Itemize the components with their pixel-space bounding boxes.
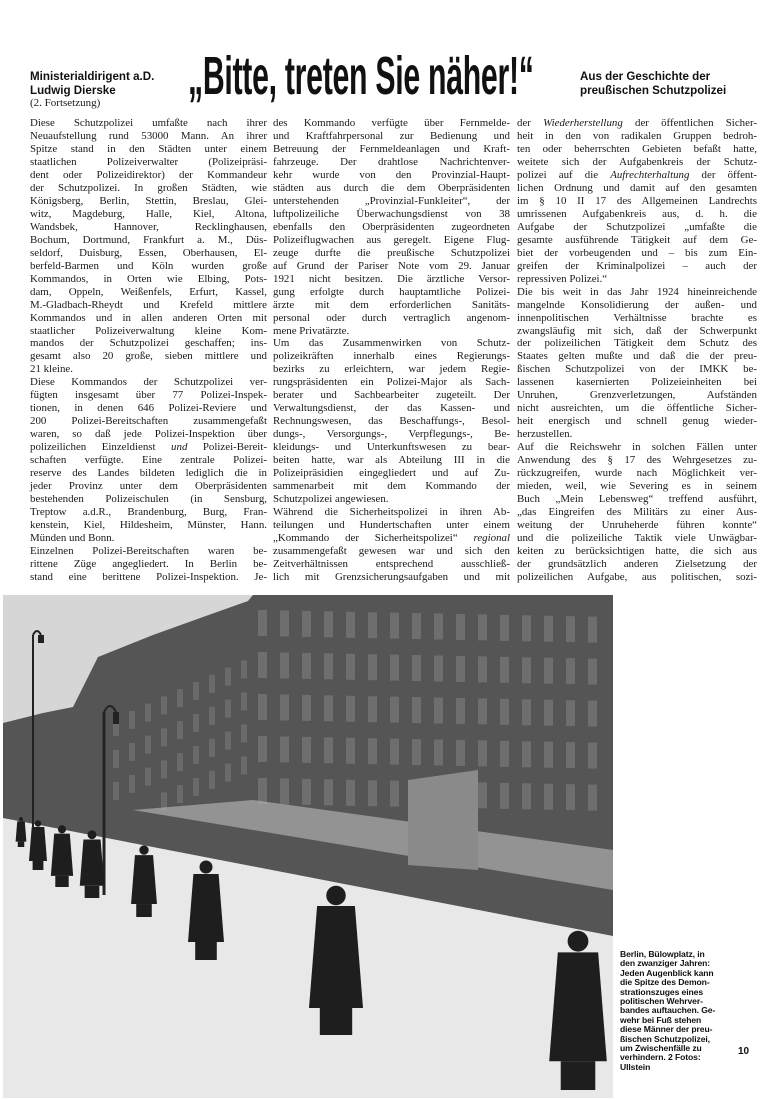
text-column-3 — [517, 117, 757, 584]
emphasis: Aufrechterhaltung — [610, 168, 690, 181]
figure-head — [58, 825, 66, 833]
window — [544, 700, 553, 726]
window — [434, 614, 443, 640]
window — [522, 741, 531, 767]
emphasis: regional — [473, 532, 510, 544]
text-line: bezirks zu erleichtern, war jedem Regie- — [273, 363, 510, 376]
text-line: „Kommando der Sicherheitspolizei“ regional — [273, 532, 510, 544]
text-line: mandos der Schutzpolizei geschaffen; ins- — [30, 337, 267, 350]
text-line: des Kommando verfügte über Fernmelde- — [273, 117, 510, 129]
text-line: Münden und Bonn. — [30, 532, 115, 544]
caption-line: bandes auftauchen. Ge- — [620, 1005, 716, 1016]
emphasis: Wiederherstellung — [543, 117, 623, 129]
text-line: Rechnungswesen, das Beschaffungs-, Besol- — [273, 415, 510, 428]
figure-legs — [55, 876, 68, 887]
text-line: Einzelnen Polizei-Bereitschaften waren be- — [30, 544, 267, 557]
text-line: innenpolitischen Verhältnisse brachte es — [517, 311, 757, 324]
window — [522, 657, 531, 683]
window — [434, 698, 443, 724]
figure-coat — [309, 906, 363, 1008]
paragraph — [30, 545, 267, 584]
text-line: tionen, in denen 646 Polizei-Reviere und — [30, 402, 267, 415]
text-line: städten aus durch die dem Oberpräsidenten — [273, 181, 510, 194]
text-line: staatlichen Polizeiverwalter (Polizeipräsi- — [30, 155, 267, 168]
text-line: der polizeilichen Tätigkeit dem Schutz des — [517, 337, 757, 350]
window — [193, 746, 199, 764]
window — [368, 780, 377, 806]
text-line: und Kraftfahrpersonal zur Bedienung und — [273, 129, 510, 142]
text-line: herzustellen. — [517, 428, 573, 441]
text-line: berfeld-Barmen und Köln wurden große — [30, 259, 267, 272]
figure-legs — [320, 1008, 352, 1035]
window — [500, 615, 509, 641]
window — [456, 656, 465, 682]
text-line: polizeilichen Aufgabe, aus politischen, sozi- — [517, 570, 757, 583]
window — [412, 697, 421, 723]
text-line: dam, Oppeln, Weißenfels, Erfurt, Kassel, — [30, 285, 267, 298]
window — [390, 613, 399, 639]
text-line: repressiven Polizei.“ — [517, 272, 608, 285]
caption-line: um Zwischenfälle zu — [620, 1042, 702, 1053]
window — [280, 736, 289, 762]
figure-coat — [51, 834, 73, 876]
caption-line: ßischen Schutzpolizei, — [620, 1033, 710, 1044]
author-title: Ministerialdirigent a.D. — [30, 70, 155, 83]
text-line: kehr wurde von den Provinzial-Haupt- — [273, 168, 510, 181]
window — [390, 655, 399, 681]
caption-line: wehr bei Fuß stehen — [620, 1014, 702, 1025]
window — [566, 784, 575, 810]
window — [368, 612, 377, 638]
window — [500, 699, 509, 725]
window — [177, 785, 183, 803]
window — [209, 675, 215, 693]
window — [522, 615, 531, 641]
text-line: schaften verfügte. Eine zentrale Polizei- — [30, 454, 267, 467]
figure-coat — [29, 827, 47, 861]
author-name: Ludwig Dierske — [30, 83, 116, 97]
paragraph — [517, 286, 757, 442]
text-line: Buch „Mein Lebensweg“ treffend ausführt, — [517, 493, 757, 506]
window — [241, 692, 247, 710]
street-photo — [3, 595, 613, 1098]
text-line: der Wiederherstellung der öffentlichen Sicher- — [517, 117, 757, 129]
text-line: rückzugreifen, wurde nach Möglichkeit ver- — [517, 467, 757, 480]
caption-line: Ullstein — [620, 1061, 651, 1072]
figure-legs — [136, 904, 152, 917]
figure-coat — [549, 952, 607, 1061]
window — [280, 694, 289, 720]
text-line: keiten zu berücksichtigen hatte, die sich aus — [517, 544, 757, 557]
text-column-1 — [30, 117, 267, 584]
text-line: personal oder durch vertraglich angenom- — [273, 311, 510, 324]
window — [324, 779, 333, 805]
text-line: weitung der Unruheherde führen konnte“ — [517, 519, 757, 532]
text-line: stand eine berittene Polizei-Inspektion. Je- — [30, 570, 267, 583]
figure-head — [568, 931, 589, 952]
text-line: und die polizeiliche Taktik viele Unwägbar- — [517, 532, 757, 544]
text-line: gesamte ausführende Tätigkeit auf dem Ge- — [517, 233, 757, 246]
window — [161, 696, 167, 714]
text-line: beiten hatte, war als Abteilung III in die — [273, 454, 510, 467]
text-line: gesamt also 20 große, sieben mittlere und — [30, 350, 267, 363]
figure-head — [35, 820, 42, 827]
window — [302, 779, 311, 805]
window — [161, 728, 167, 746]
text-line: heit energisch und schnell genug wieder- — [517, 415, 757, 428]
window — [588, 701, 597, 727]
window — [500, 657, 509, 683]
text-line: Neuaufstellung rund 53000 Mann. An ihrer — [30, 129, 267, 142]
paragraph — [273, 506, 510, 584]
window — [113, 750, 119, 768]
figure-legs — [195, 942, 217, 960]
window — [258, 778, 267, 804]
text-line: umrissenen Aufgabenkreis aus, d. h. die — [517, 207, 757, 220]
window — [544, 658, 553, 684]
text-line: Schutzpolizei angewiesen. — [273, 493, 389, 506]
article-subtitle — [580, 70, 726, 97]
figure-head — [139, 845, 148, 854]
figure-legs — [33, 861, 44, 870]
text-line: kenstein, Kiel, Hildesheim, Münster, Hann. — [30, 519, 267, 532]
text-line: Diese Kommandos der Schutzpolizei ver- — [30, 376, 267, 389]
text-line: Treptow a.d.R., Brandenburg, Burg, Fran- — [30, 506, 267, 519]
window — [456, 740, 465, 766]
window — [566, 658, 575, 684]
author-byline — [30, 70, 154, 97]
window — [324, 737, 333, 763]
paragraph — [273, 117, 510, 337]
window — [209, 739, 215, 757]
window — [145, 704, 151, 722]
text-line: lich mit Grenzsicherungsaufgaben und mit — [273, 570, 510, 583]
text-line: lassenen kasernierten Polizeieinheiten bei — [517, 376, 757, 389]
window — [478, 782, 487, 808]
text-line: ten oder beherrschten Gebieten befaßt hatte, — [517, 142, 757, 155]
window — [225, 732, 231, 750]
text-line: M.-Gladbach-Rheydt und Krefeld mittlere — [30, 298, 267, 311]
text-line: gung erfolgte durch hauptamtliche Polizei- — [273, 285, 510, 298]
text-line: Auf die Reichswehr in solchen Fällen unter — [517, 441, 757, 454]
text-line: ärzte mit dem erforderlichen Sanitäts- — [273, 298, 510, 311]
paragraph — [517, 117, 757, 286]
text-line: rungspräsidenten ein Polizei-Major als Sach- — [273, 376, 510, 389]
window — [177, 689, 183, 707]
text-line: Kommandos und in allen anderen Orten mit — [30, 311, 267, 324]
window — [113, 782, 119, 800]
window — [544, 616, 553, 642]
window — [225, 668, 231, 686]
window — [368, 696, 377, 722]
text-line: Aufgabe der Schutzpolizei „umfaßte die — [517, 220, 757, 233]
caption-line: die Spitze des Demon- — [620, 977, 710, 988]
window — [241, 756, 247, 774]
figure-legs — [18, 842, 24, 847]
text-line: 200 Polizei-Bereitschaften zusammengefaßt — [30, 415, 267, 428]
window — [177, 721, 183, 739]
window — [434, 740, 443, 766]
window — [346, 696, 355, 722]
window — [588, 617, 597, 643]
paragraph — [517, 441, 757, 584]
caption-line: politischen Wehrver- — [620, 995, 703, 1006]
window — [145, 768, 151, 786]
window — [193, 714, 199, 732]
text-line: zeuge durfte die preußische Schutzpolizei — [273, 246, 510, 259]
text-line: bestehenden Polizeischulen (in Sensburg, — [30, 493, 267, 506]
text-line: polizeikräften innerhalb eines Regierungs- — [273, 350, 510, 363]
caption-line: strationszuges eines — [620, 986, 704, 997]
window — [544, 784, 553, 810]
page-number: 10 — [738, 1046, 750, 1057]
text-line: jeder Provinz unter dem Oberpräsidenten — [30, 480, 267, 493]
text-line: lichen Ordnung und damit auf den gesamten — [517, 181, 757, 194]
text-line: zwangsläufig mit sich, daß der Schwerpunkt — [517, 324, 757, 337]
figure-head — [19, 817, 23, 821]
photo-shop-front — [408, 770, 478, 870]
window — [302, 737, 311, 763]
caption-line: diese Männer der preu- — [620, 1024, 713, 1035]
window — [478, 740, 487, 766]
window — [346, 654, 355, 680]
window — [346, 612, 355, 638]
window — [324, 611, 333, 637]
paragraph — [30, 376, 267, 545]
window — [544, 742, 553, 768]
text-line: Anwendung des § 17 des Wehrgesetzes zu- — [517, 454, 757, 467]
lamp-head — [38, 635, 44, 643]
window — [241, 660, 247, 678]
text-line: Die bis weit in das Jahr 1924 hineinreichende — [517, 285, 757, 298]
text-line: Verwaltungsdienst, der das Kassen- und — [273, 402, 510, 415]
figure-head — [326, 886, 346, 906]
text-line: Betreuung der Fernmeldeanlagen und Kraft- — [273, 142, 510, 155]
window — [368, 654, 377, 680]
window — [500, 783, 509, 809]
window — [258, 694, 267, 720]
text-line: Bochum, Dortmund, Frankfurt a. M., Düs- — [30, 233, 267, 246]
window — [346, 780, 355, 806]
text-line: rittene Züge angegliedert. In Berlin be- — [30, 557, 267, 570]
window — [302, 611, 311, 637]
photo-caption — [620, 949, 716, 1072]
continuation-note: (2. Fortsetzung) — [30, 97, 101, 109]
window — [241, 724, 247, 742]
figure-head — [88, 830, 97, 839]
text-line: polizeilichen Einzeldienst und Polizei-Bereit- — [30, 441, 267, 454]
window — [324, 695, 333, 721]
window — [566, 700, 575, 726]
figure-coat — [131, 855, 157, 904]
window — [522, 699, 531, 725]
window — [225, 764, 231, 782]
window — [129, 711, 135, 729]
caption-line: den zwanziger Jahren: — [620, 958, 711, 969]
window — [588, 785, 597, 811]
window — [500, 741, 509, 767]
text-line: 1921 nicht besitzen. Die ärztliche Versor- — [273, 272, 510, 285]
text-line: berater und Sachbearbeiter zugeteilt. Der — [273, 389, 510, 402]
window — [193, 778, 199, 796]
text-line: Diese Schutzpolizei umfaßte nach ihrer — [30, 117, 267, 129]
text-line: mene Privatärzte. — [273, 324, 350, 337]
text-line: Um das Zusammenwirken von Schutz- — [273, 337, 510, 350]
caption-line: Berlin, Bülowplatz, in — [620, 949, 705, 959]
text-line: der grundsätzlich anderen Zielsetzung der — [517, 557, 757, 570]
window — [434, 656, 443, 682]
text-line: mangelnde Konsolidierung der außen- und — [517, 298, 757, 311]
window — [258, 652, 267, 678]
window — [145, 736, 151, 754]
window — [209, 707, 215, 725]
text-line: 21 kleine. — [30, 363, 73, 376]
window — [209, 771, 215, 789]
text-line: dungs-, Versorgungs-, Verpflegungs-, Be- — [273, 428, 510, 441]
window — [302, 653, 311, 679]
window — [346, 738, 355, 764]
window — [566, 742, 575, 768]
window — [566, 616, 575, 642]
text-line: „das Eingreifen des Militärs zu einer Aus- — [517, 506, 757, 519]
text-line: im § 10 II 17 des Allgemeinen Landrechts — [517, 194, 757, 207]
text-line: luftpolizeiliche Überwachungsdienst von 38 — [273, 207, 510, 220]
text-line: Polizeiflugwachen aus geregelt. Eigene Flug- — [273, 233, 510, 246]
figure-head — [200, 861, 213, 874]
text-line: heit in den von radikalen Gruppen bedroh- — [517, 129, 757, 142]
lamp-head — [113, 712, 119, 724]
article-title: „Bitte, treten Sie näher!“ — [188, 46, 534, 106]
text-line: ebenfalls den Oberpräsidenten zugeordneten — [273, 220, 510, 233]
window — [478, 656, 487, 682]
window — [412, 739, 421, 765]
window — [390, 697, 399, 723]
window — [129, 775, 135, 793]
text-line: Polizeipräsidien eingegliedert und auf Zu- — [273, 467, 510, 480]
window — [177, 753, 183, 771]
caption-line: verhindern. 2 Fotos: — [620, 1052, 701, 1063]
text-line: witz, Magdeburg, Halle, Kiel, Altona, — [30, 207, 267, 220]
text-line: Spitze stand in den Städten unter einem — [30, 142, 267, 155]
window — [129, 743, 135, 761]
caption-line: Jeden Augenblick kann — [620, 967, 714, 978]
window — [412, 655, 421, 681]
text-line: staatlicher Polizeiverwaltung kleine Kom- — [30, 324, 267, 337]
figure-legs — [85, 886, 100, 898]
window — [368, 738, 377, 764]
text-line: fügten insgesamt über 77 Polizei-Inspek- — [30, 389, 267, 402]
text-line: weitete sich der Aufgabenkreis der Schutz- — [517, 155, 757, 168]
window — [478, 698, 487, 724]
window — [390, 739, 399, 765]
subtitle-line-2: preußischen Schutzpolizei — [580, 83, 727, 97]
text-line: fahrzeuge. Der drahtlose Nachrichtenver- — [273, 155, 510, 168]
window — [258, 610, 267, 636]
text-line: mieden, weil, wie Severing es in seinem — [517, 480, 757, 493]
text-line: reserve des Landes bildeten lediglich die in — [30, 467, 267, 480]
figure-coat — [80, 840, 104, 886]
figure-coat — [16, 821, 27, 841]
text-line: teilungen und Hundertschaften unter einem — [273, 519, 510, 532]
window — [390, 781, 399, 807]
text-line: polizei auf die Aufrechterhaltung der öffent- — [517, 168, 757, 181]
window — [522, 783, 531, 809]
window — [588, 743, 597, 769]
text-line: Wandsbek, Hannover, Recklinghausen, — [30, 220, 267, 233]
figure-coat — [188, 874, 224, 942]
text-line: waren, so daß jede Polizei-Inspektion über — [30, 428, 267, 441]
window — [588, 659, 597, 685]
text-line: seldorf, Duisburg, Essen, Oberhausen, El- — [30, 246, 267, 259]
text-line: ßischen Schutzpolizei von der IMKK be- — [517, 363, 757, 376]
text-line: Unruhen, Grenzverletzungen, Aufständen — [517, 389, 757, 402]
window — [302, 695, 311, 721]
text-line: unterstehenden „Provinzial-Funkleiter“, der — [273, 194, 510, 207]
text-line: Während die Sicherheitspolizei in ihren Ab- — [273, 506, 510, 519]
text-column-2 — [273, 117, 510, 584]
subtitle-line-1: Aus der Geschichte der — [580, 70, 711, 83]
text-line: dent oder Polizeidirektor) der Kommandeur — [30, 168, 267, 181]
text-line: greifen der Kriminalpolizei – auch der — [517, 259, 757, 272]
window — [478, 614, 487, 640]
text-line: der Schutzpolizei. In großen Städten, wie — [30, 181, 267, 194]
paragraph — [30, 117, 267, 376]
emphasis: und — [171, 441, 188, 454]
window — [324, 653, 333, 679]
window — [412, 613, 421, 639]
text-line: Staates gelten mußte und daß die der preu- — [517, 350, 757, 363]
window — [456, 698, 465, 724]
window — [280, 610, 289, 636]
text-line: Kommandos, in Orten wie Elbing, Pots- — [30, 272, 267, 285]
window — [280, 652, 289, 678]
text-line: kleidungs- und Unterkunftswesen zu bear- — [273, 441, 510, 454]
text-line: Zeitverhältnissen entsprechend ausschließ- — [273, 557, 510, 570]
window — [225, 700, 231, 718]
paragraph — [273, 337, 510, 506]
text-line: auf Grund der Pariser Note vom 29. Januar — [273, 259, 510, 272]
window — [456, 614, 465, 640]
text-line: sammenarbeit mit dem Kommando der — [273, 480, 510, 493]
text-line: zusammengefaßt gewesen war und sich den — [273, 544, 510, 557]
text-line: Königsberg, Berlin, Stettin, Breslau, Glei- — [30, 194, 267, 207]
window — [280, 778, 289, 804]
figure-legs — [561, 1061, 596, 1090]
window — [193, 682, 199, 700]
window — [258, 736, 267, 762]
window — [161, 760, 167, 778]
text-line: nicht ausreichten, um die öffentliche Sicher- — [517, 402, 757, 415]
text-line: biet der vorbeugenden und – bis zum Ein- — [517, 246, 757, 259]
